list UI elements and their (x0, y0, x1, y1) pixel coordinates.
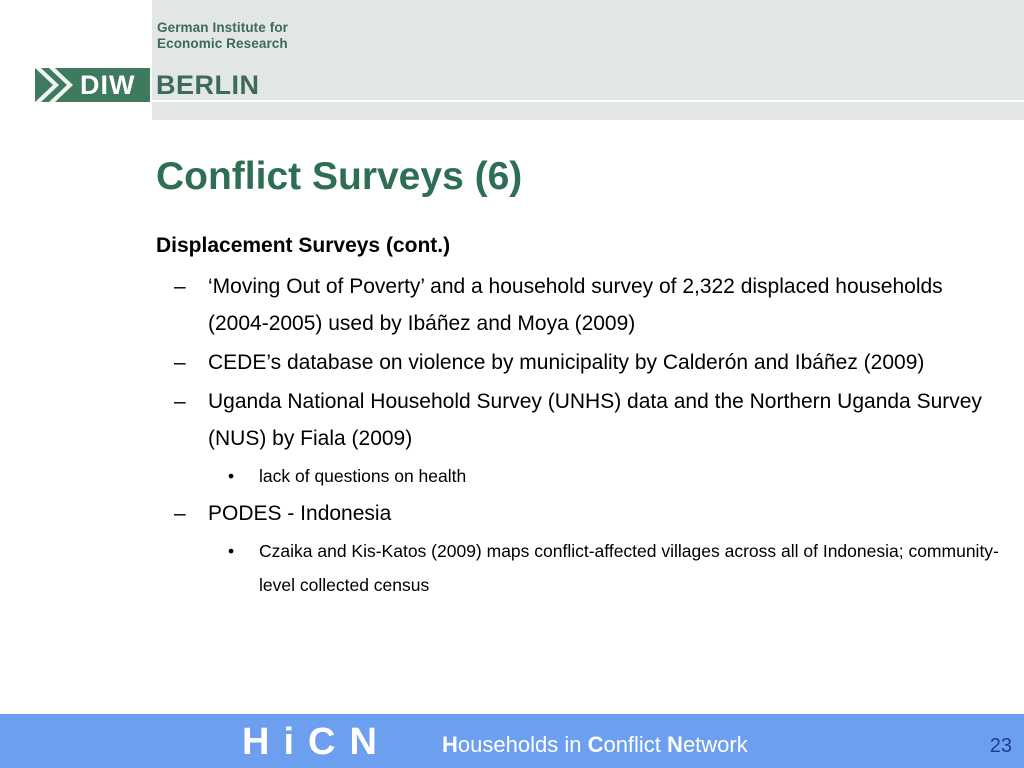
institute-line-2: Economic Research (157, 36, 288, 51)
bullet-list (156, 268, 1006, 602)
list-item-text: Czaika and Kis-Katos (2009) maps conflict-affected villages across all of Indonesia; community-level collected census (259, 541, 999, 595)
sub-list-item (156, 534, 1006, 602)
list-item-text: PODES - Indonesia (208, 502, 392, 525)
list-item-text: ‘Moving Out of Poverty’ and a household survey of 2,322 displaced households (2004-2005) used by Ibáñez and Moya (2009) (208, 275, 943, 335)
dash-marker: – (174, 351, 186, 374)
page-number: 23 (989, 735, 1012, 757)
section-heading: Displacement Surveys (cont.) (156, 234, 451, 257)
footer-bar (0, 714, 1024, 768)
hicn-acronym: HiCN (242, 721, 391, 763)
network-name (442, 730, 748, 760)
dash-marker: – (174, 502, 186, 525)
header-left-area (0, 0, 152, 120)
institute-name (157, 20, 288, 52)
list-item (156, 268, 1006, 342)
network-initial: N (667, 732, 683, 757)
list-item (156, 383, 1006, 457)
list-item-text: CEDE’s database on violence by municipality by Calderón and Ibáñez (2009) (208, 351, 925, 374)
header-divider (0, 100, 1024, 102)
diw-logo-text: DIW (80, 70, 136, 100)
network-word: in (564, 732, 588, 757)
list-item-text: lack of questions on health (259, 466, 467, 486)
berlin-logo-text: BERLIN (156, 70, 260, 100)
bullet-marker: • (228, 466, 235, 486)
slide-title: Conflict Surveys (6) (156, 155, 523, 198)
dash-marker: – (174, 390, 186, 413)
network-word: ouseholds (457, 732, 565, 757)
sub-list-item (156, 459, 1006, 493)
network-initial: C (587, 732, 604, 757)
list-item-text: Uganda National Household Survey (UNHS) data and the Northern Uganda Survey (NUS) by Fiala (2009) (208, 390, 982, 450)
institute-line-1: German Institute for (157, 20, 289, 35)
network-word: onflict (603, 732, 668, 757)
network-word: etwork (682, 732, 748, 757)
dash-marker: – (174, 275, 186, 298)
slide-content (156, 228, 1006, 604)
header-band (152, 0, 1024, 120)
list-item (156, 344, 1006, 381)
list-item (156, 495, 1006, 532)
diw-chevron-icon (35, 68, 81, 102)
bullet-marker: • (228, 541, 235, 561)
network-initial: H (442, 732, 458, 757)
